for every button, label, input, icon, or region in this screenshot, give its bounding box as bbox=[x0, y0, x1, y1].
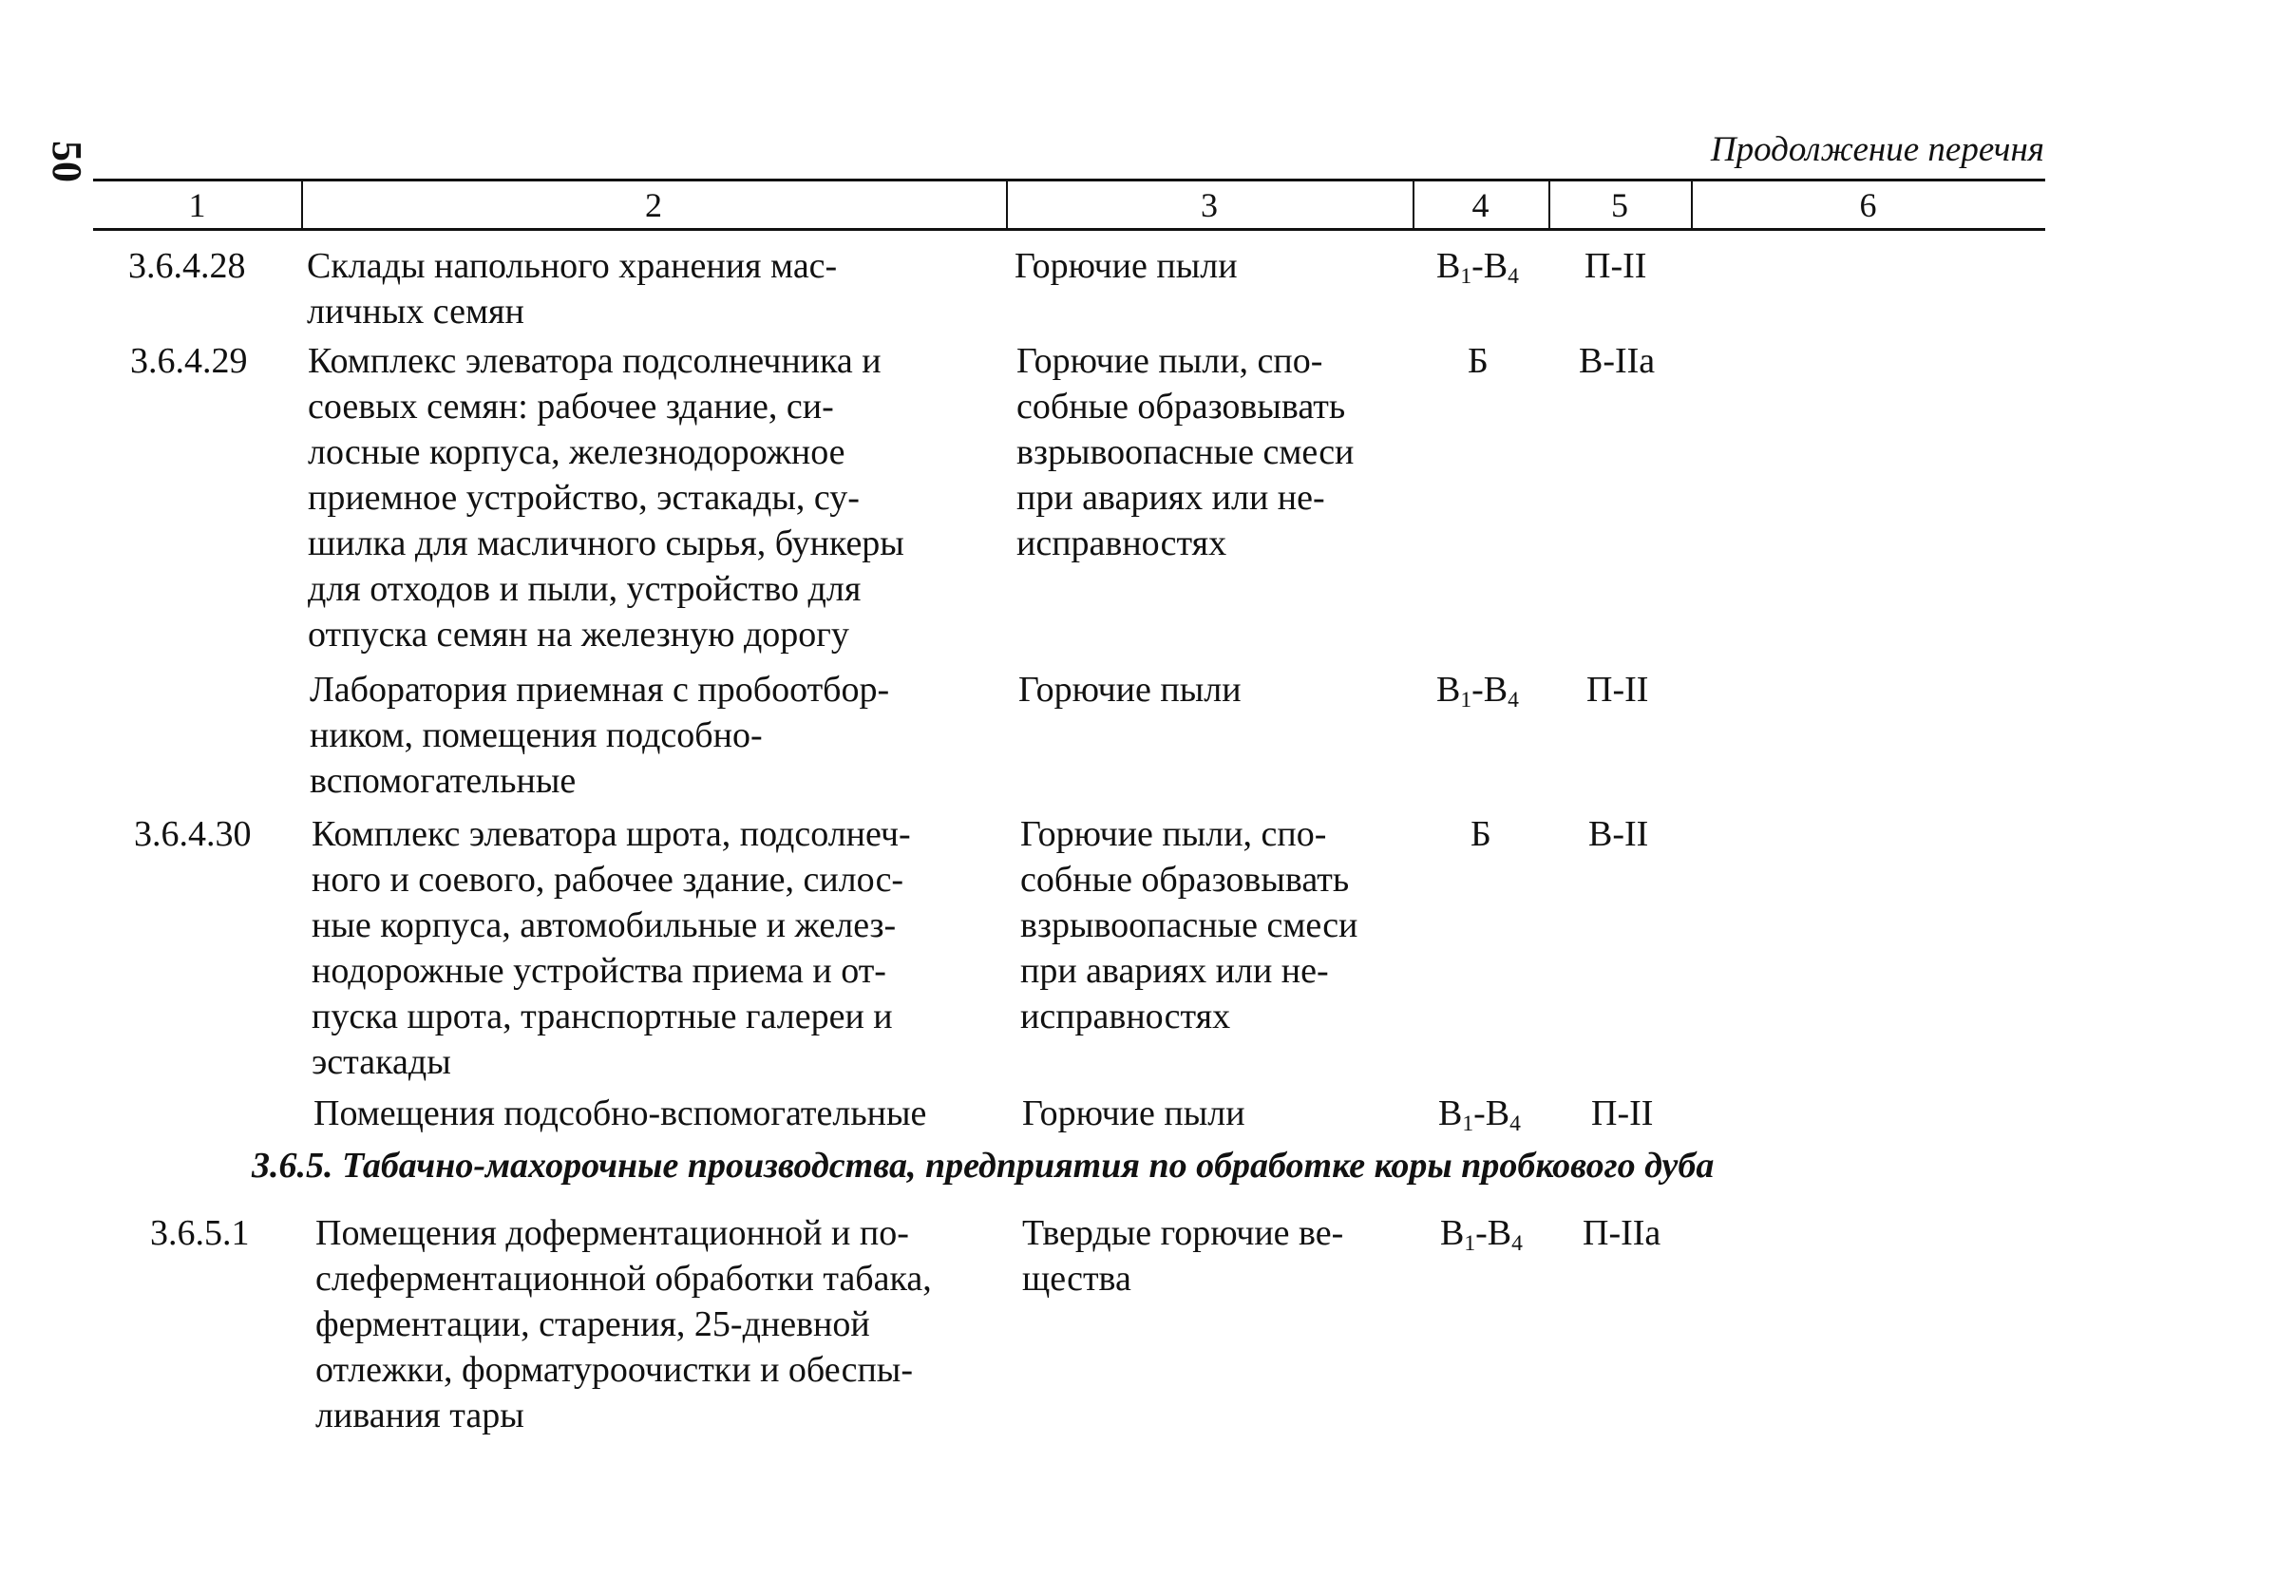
row-zone: П-II bbox=[1586, 670, 1649, 710]
page-number: 50 bbox=[44, 141, 90, 182]
row-name: Склады напольного хранения мас- личных семян bbox=[307, 246, 838, 332]
row-zone: В-II bbox=[1588, 814, 1649, 854]
column-header: 1 bbox=[188, 186, 206, 224]
row-substance: Твердые горючие ве- щества bbox=[1022, 1213, 1344, 1299]
continuation-label: Продолжение перечня bbox=[1710, 130, 2044, 169]
row-category: $В_1-В_4$ bbox=[1436, 670, 1519, 712]
row-zone: В-IIа bbox=[1579, 341, 1656, 381]
row-zone: П-IIа bbox=[1583, 1213, 1661, 1253]
row-substance: Горючие пыли, спо- собные образовывать взрывоопасные смеси при авариях или не- исправностях bbox=[1020, 814, 1358, 1036]
row-category: $В_1-В_4$ bbox=[1436, 246, 1519, 289]
row-substance: Горючие пыли bbox=[1015, 246, 1238, 286]
row-name: Комплекс элеватора подсолнечника и соевых семян: рабочее здание, си- лосные корпуса, железнодорожное приемное устройство, эстакады, су- шилка для масличного сырья, бункеры для отходов и пыли, устройство для отпуска семян на железную дорогу bbox=[308, 341, 904, 655]
table-header-rule bbox=[93, 228, 2045, 231]
column-header: 3 bbox=[1201, 186, 1218, 224]
row-category: Б bbox=[1468, 341, 1489, 381]
row-code: 3.6.4.29 bbox=[130, 341, 248, 381]
row-zone: П-II bbox=[1591, 1093, 1654, 1133]
row-substance: Горючие пыли bbox=[1018, 670, 1242, 710]
column-header: 5 bbox=[1611, 186, 1628, 224]
row-substance: Горючие пыли, спо- собные образовывать взрывоопасные смеси при авариях или не- исправностях bbox=[1016, 341, 1355, 563]
row-category: Б bbox=[1471, 814, 1491, 854]
row-code: 3.6.4.30 bbox=[134, 814, 252, 854]
section-title: 3.6.5. Табачно-махорочные производства, предприятия по обработке коры пробкового дуба bbox=[252, 1146, 1715, 1186]
row-code: 3.6.5.1 bbox=[150, 1213, 250, 1253]
table-top-rule bbox=[93, 179, 2045, 181]
column-header: 2 bbox=[645, 186, 662, 224]
row-substance: Горючие пыли bbox=[1022, 1093, 1245, 1133]
row-category: $В_1-В_4$ bbox=[1438, 1093, 1521, 1136]
row-name: Комплекс элеватора шрота, подсолнеч- ного и соевого, рабочее здание, силос- ные корпуса, автомобильные и желез- нодорожные устройства приема и от- пуска шрота, транспортные галереи и эстакады bbox=[312, 814, 911, 1082]
row-zone: П-II bbox=[1584, 246, 1647, 286]
row-name: Помещения доферментационной и по- слеферментационной обработки табака, ферментации, старения, 25-дневной отлежки, форматуроочистки и обеспы- ливания тары bbox=[315, 1213, 932, 1435]
column-header: 4 bbox=[1471, 186, 1490, 224]
column-header: 6 bbox=[1859, 186, 1877, 224]
row-category: $В_1-В_4$ bbox=[1440, 1213, 1523, 1256]
row-code: 3.6.4.28 bbox=[128, 246, 246, 286]
row-name: Помещения подсобно-вспомогательные bbox=[313, 1093, 927, 1133]
row-name: Лаборатория приемная с пробоотбор- ником, помещения подсобно- вспомогательные bbox=[310, 670, 890, 801]
